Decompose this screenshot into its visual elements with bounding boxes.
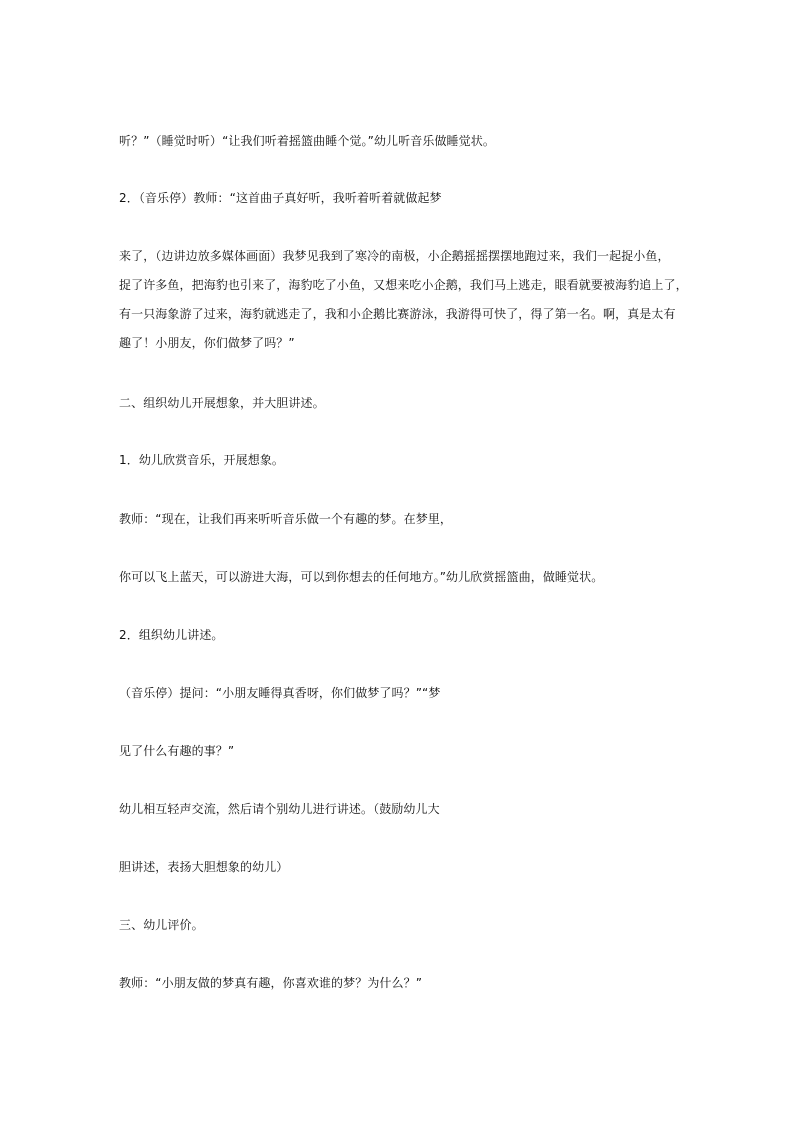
paragraph-line: 胆讲述，表扬大胆想象的幼儿） xyxy=(119,860,289,874)
section-heading: 二、组织幼儿开展想象，并大胆讲述。 xyxy=(119,396,325,410)
section-heading: 三、幼儿评价。 xyxy=(119,918,204,932)
paragraph-line: （音乐停）提问：“小朋友睡得真香呀，你们做梦了吗？”“梦 xyxy=(119,686,441,700)
paragraph-line: 见了什么有趣的事？” xyxy=(119,744,235,758)
paragraph-line: 你可以飞上蓝天，可以游进大海，可以到你想去的任何地方。”幼儿欣赏摇篮曲，做睡觉状。 xyxy=(119,570,604,584)
paragraph-line: 有一只海象游了过来，海豹就逃走了，我和小企鹅比赛游泳，我游得可快了，得了第一名。啊，真是太有 xyxy=(119,307,676,321)
paragraph-line: 听？”（睡觉时听）“让我们听着摇篮曲睡个觉。”幼儿听音乐做睡觉状。 xyxy=(119,134,495,148)
paragraph-line: 教师：“现在，让我们再来听听音乐做一个有趣的梦。在梦里， xyxy=(119,512,453,526)
paragraph-line: 2．组织幼儿讲述。 xyxy=(119,628,224,642)
paragraph-line: 教师：“小朋友做的梦真有趣，你喜欢谁的梦？为什么？” xyxy=(119,976,423,990)
paragraph-line: 1．幼儿欣赏音乐，开展想象。 xyxy=(119,453,285,467)
paragraph-line: 2．（音乐停）教师：“这首曲子真好听，我听着听着就做起梦 xyxy=(119,191,442,205)
paragraph-line: 来了，（边讲边放多媒体画面）我梦见我到了寒冷的南极，小企鹅摇摇摆摆地跑过来，我们一起捉小鱼， xyxy=(119,249,670,263)
paragraph-line: 趣了！小朋友，你们做梦了吗？” xyxy=(119,336,295,350)
paragraph-line: 捉了许多鱼，把海豹也引来了，海豹吃了小鱼，又想来吃小企鹅，我们马上逃走，眼看就要被海豹追上了， xyxy=(119,278,688,292)
paragraph-line: 幼儿相互轻声交流，然后请个别幼儿进行讲述。（鼓励幼儿大 xyxy=(119,802,440,816)
